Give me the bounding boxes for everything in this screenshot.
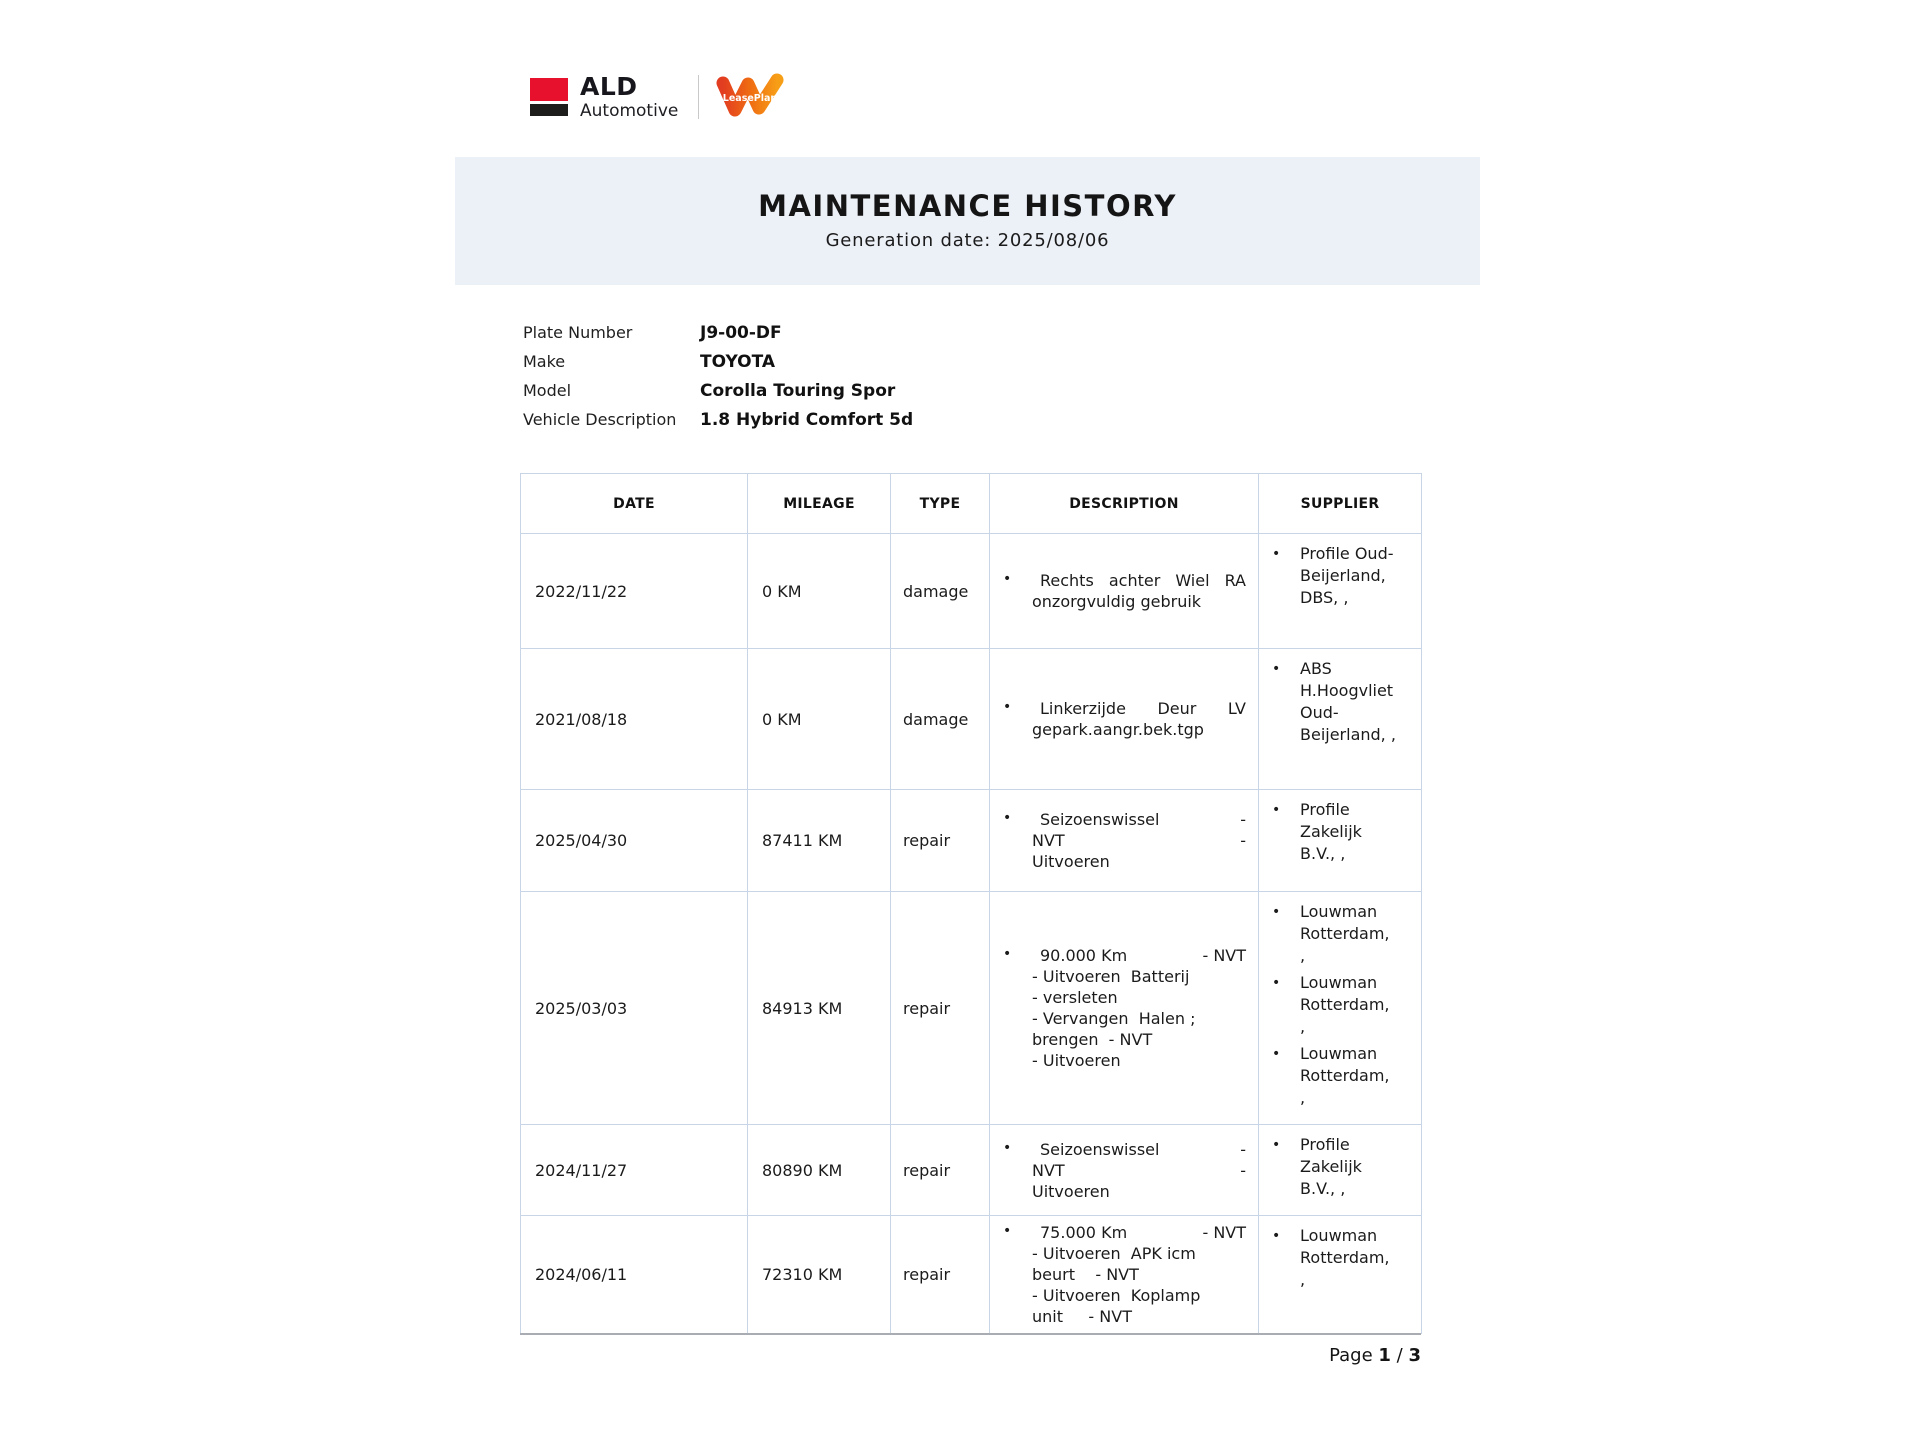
generation-date: Generation date: 2025/08/06 bbox=[825, 230, 1110, 251]
supplier-item bbox=[1272, 799, 1396, 865]
description-line: Linkerzijde Deur LV gepark.aangr.bek.tgp bbox=[1032, 699, 1252, 739]
column-header-description: DESCRIPTION bbox=[990, 474, 1259, 534]
description-line: - versleten bbox=[1032, 988, 1118, 1007]
description-line bbox=[1032, 1139, 1246, 1160]
plate-number-value: J9-00-DF bbox=[700, 322, 782, 343]
bullet-icon: • bbox=[1003, 810, 1012, 826]
description-line: - Uitvoeren Batterij bbox=[1032, 967, 1190, 986]
type-cell: repair bbox=[891, 1125, 990, 1216]
description-line: unit - NVT bbox=[1032, 1307, 1132, 1326]
leaseplan-logo-icon bbox=[711, 72, 789, 122]
brand-divider bbox=[698, 75, 699, 119]
mileage-cell: 87411 KM bbox=[748, 790, 891, 892]
ald-brand-sub: Automotive bbox=[580, 101, 679, 121]
table-row bbox=[521, 790, 1422, 892]
maintenance-table bbox=[520, 473, 1422, 1334]
vehicle-description-label: Vehicle Description bbox=[523, 410, 677, 429]
supplier-cell bbox=[1259, 649, 1422, 790]
description-item bbox=[990, 809, 1246, 872]
supplier-name: Louwman Rotterdam, , bbox=[1300, 1044, 1390, 1107]
supplier-cell bbox=[1259, 534, 1422, 649]
page-label: Page bbox=[1329, 1345, 1373, 1366]
supplier-item bbox=[1272, 1134, 1396, 1200]
supplier-name: Louwman Rotterdam, , bbox=[1300, 973, 1390, 1036]
supplier-item bbox=[1272, 901, 1396, 967]
bullet-icon: • bbox=[1272, 904, 1281, 920]
description-text: NVT bbox=[1032, 831, 1065, 850]
bullet-icon: • bbox=[1272, 802, 1281, 818]
table-header-row bbox=[521, 474, 1422, 534]
supplier-item bbox=[1272, 658, 1396, 746]
column-header-mileage: MILEAGE bbox=[748, 474, 891, 534]
supplier-name: ABS H.Hoogvliet Oud-Beijerland, , bbox=[1300, 659, 1396, 744]
mileage-cell: 72310 KM bbox=[748, 1216, 891, 1334]
description-line bbox=[1032, 945, 1246, 966]
bullet-icon: • bbox=[1272, 546, 1281, 562]
ald-brand-name: ALD bbox=[580, 72, 638, 101]
bullet-icon: • bbox=[1272, 1228, 1281, 1244]
table-row bbox=[521, 534, 1422, 649]
model-value: Corolla Touring Spor bbox=[700, 380, 896, 401]
table-row bbox=[521, 892, 1422, 1125]
description-text: - bbox=[1240, 1160, 1246, 1180]
bullet-icon: • bbox=[1003, 571, 1012, 587]
supplier-cell bbox=[1259, 790, 1422, 892]
ald-wordmark bbox=[580, 74, 678, 120]
description-cell bbox=[990, 892, 1259, 1125]
description-line: - Vervangen Halen ; bbox=[1032, 1009, 1196, 1028]
description-line: - Uitvoeren Koplamp bbox=[1032, 1286, 1201, 1305]
column-header-date: DATE bbox=[521, 474, 748, 534]
description-cell bbox=[990, 1125, 1259, 1216]
description-item bbox=[990, 1222, 1246, 1327]
bullet-icon: • bbox=[1272, 661, 1281, 677]
page-total: 3 bbox=[1408, 1345, 1421, 1366]
type-cell: repair bbox=[891, 790, 990, 892]
vehicle-info-row bbox=[523, 405, 913, 434]
column-header-supplier: SUPPLIER bbox=[1259, 474, 1422, 534]
leaseplan-wordmark: LeasePlan bbox=[723, 93, 778, 104]
brand-header bbox=[530, 72, 789, 122]
description-line bbox=[1032, 1222, 1246, 1243]
vehicle-description-value: 1.8 Hybrid Comfort 5d bbox=[700, 409, 914, 430]
date-cell: 2022/11/22 bbox=[521, 534, 748, 649]
bullet-icon: • bbox=[1272, 975, 1281, 991]
description-line: Uitvoeren bbox=[1032, 852, 1110, 871]
supplier-name: Profile Zakelijk B.V., , bbox=[1300, 800, 1362, 863]
type-cell: repair bbox=[891, 892, 990, 1125]
supplier-name: Profile Oud-Beijerland, DBS, , bbox=[1300, 544, 1394, 607]
description-line bbox=[1032, 1160, 1246, 1181]
bullet-icon: • bbox=[1003, 699, 1012, 715]
supplier-name: Louwman Rotterdam, , bbox=[1300, 902, 1390, 965]
supplier-cell bbox=[1259, 892, 1422, 1125]
description-item bbox=[990, 1139, 1246, 1202]
page-cut-line bbox=[520, 1333, 1421, 1335]
supplier-cell bbox=[1259, 1125, 1422, 1216]
description-text: - bbox=[1240, 831, 1246, 850]
mileage-cell: 84913 KM bbox=[748, 892, 891, 1125]
plate-number-label: Plate Number bbox=[523, 323, 633, 342]
supplier-name: Louwman Rotterdam, , bbox=[1300, 1226, 1390, 1289]
title-band bbox=[455, 157, 1480, 285]
description-cell bbox=[990, 790, 1259, 892]
page-current: 1 bbox=[1378, 1345, 1391, 1366]
type-cell: damage bbox=[891, 534, 990, 649]
supplier-cell bbox=[1259, 1216, 1422, 1334]
table-row bbox=[521, 649, 1422, 790]
mileage-cell: 0 KM bbox=[748, 534, 891, 649]
description-item bbox=[990, 570, 1252, 612]
date-cell: 2021/08/18 bbox=[521, 649, 748, 790]
supplier-name: Profile Zakelijk B.V., , bbox=[1300, 1135, 1362, 1198]
description-text: Seizoenswissel bbox=[1040, 1139, 1160, 1159]
description-line: Rechts achter Wiel RA onzorgvuldig gebruik bbox=[1032, 571, 1252, 611]
supplier-item bbox=[1272, 1043, 1396, 1109]
description-cell bbox=[990, 1216, 1259, 1334]
description-line: - Uitvoeren bbox=[1032, 1051, 1121, 1070]
bullet-icon: • bbox=[1272, 1137, 1281, 1153]
description-cell bbox=[990, 649, 1259, 790]
description-line bbox=[1032, 809, 1246, 830]
date-cell: 2024/11/27 bbox=[521, 1125, 748, 1216]
table-row bbox=[521, 1216, 1422, 1334]
mileage-cell: 80890 KM bbox=[748, 1125, 891, 1216]
date-cell: 2024/06/11 bbox=[521, 1216, 748, 1334]
page-title: MAINTENANCE HISTORY bbox=[758, 189, 1177, 223]
type-cell: damage bbox=[891, 649, 990, 790]
vehicle-info-row bbox=[523, 376, 913, 405]
vehicle-info-row bbox=[523, 347, 913, 376]
description-text: - bbox=[1240, 810, 1246, 829]
supplier-item bbox=[1272, 543, 1396, 609]
type-cell: repair bbox=[891, 1216, 990, 1334]
vehicle-info bbox=[523, 318, 913, 434]
mileage-cell: 0 KM bbox=[748, 649, 891, 790]
description-cell bbox=[990, 534, 1259, 649]
bullet-icon: • bbox=[1003, 1139, 1012, 1156]
make-label: Make bbox=[523, 352, 566, 371]
page-indicator bbox=[520, 1345, 1421, 1366]
description-text: 75.000 Km bbox=[1040, 1223, 1128, 1242]
column-header-type: TYPE bbox=[891, 474, 990, 534]
date-cell: 2025/03/03 bbox=[521, 892, 748, 1125]
table-row bbox=[521, 1125, 1422, 1216]
bullet-icon: • bbox=[1003, 946, 1012, 962]
bullet-icon: • bbox=[1003, 1223, 1012, 1239]
supplier-item bbox=[1272, 972, 1396, 1038]
description-line: brengen - NVT bbox=[1032, 1030, 1153, 1049]
description-text: 90.000 Km bbox=[1040, 946, 1128, 965]
model-label: Model bbox=[523, 381, 572, 400]
vehicle-info-row bbox=[523, 318, 913, 347]
description-line: - Uitvoeren APK icm bbox=[1032, 1244, 1196, 1263]
make-value: TOYOTA bbox=[700, 351, 776, 372]
description-text: NVT bbox=[1032, 1160, 1065, 1180]
description-text: - NVT bbox=[1202, 1223, 1246, 1242]
date-cell: 2025/04/30 bbox=[521, 790, 748, 892]
description-line: Uitvoeren bbox=[1032, 1181, 1110, 1201]
description-line: beurt - NVT bbox=[1032, 1265, 1139, 1284]
description-line bbox=[1032, 830, 1246, 851]
description-text: - bbox=[1240, 1139, 1246, 1159]
description-item bbox=[990, 698, 1252, 740]
description-text: - NVT bbox=[1202, 946, 1246, 965]
page-separator: / bbox=[1396, 1345, 1403, 1366]
description-item bbox=[990, 945, 1246, 1071]
bullet-icon: • bbox=[1272, 1046, 1281, 1062]
description-text: Seizoenswissel bbox=[1040, 810, 1160, 829]
supplier-item bbox=[1272, 1225, 1396, 1291]
ald-logo-icon bbox=[530, 78, 568, 116]
